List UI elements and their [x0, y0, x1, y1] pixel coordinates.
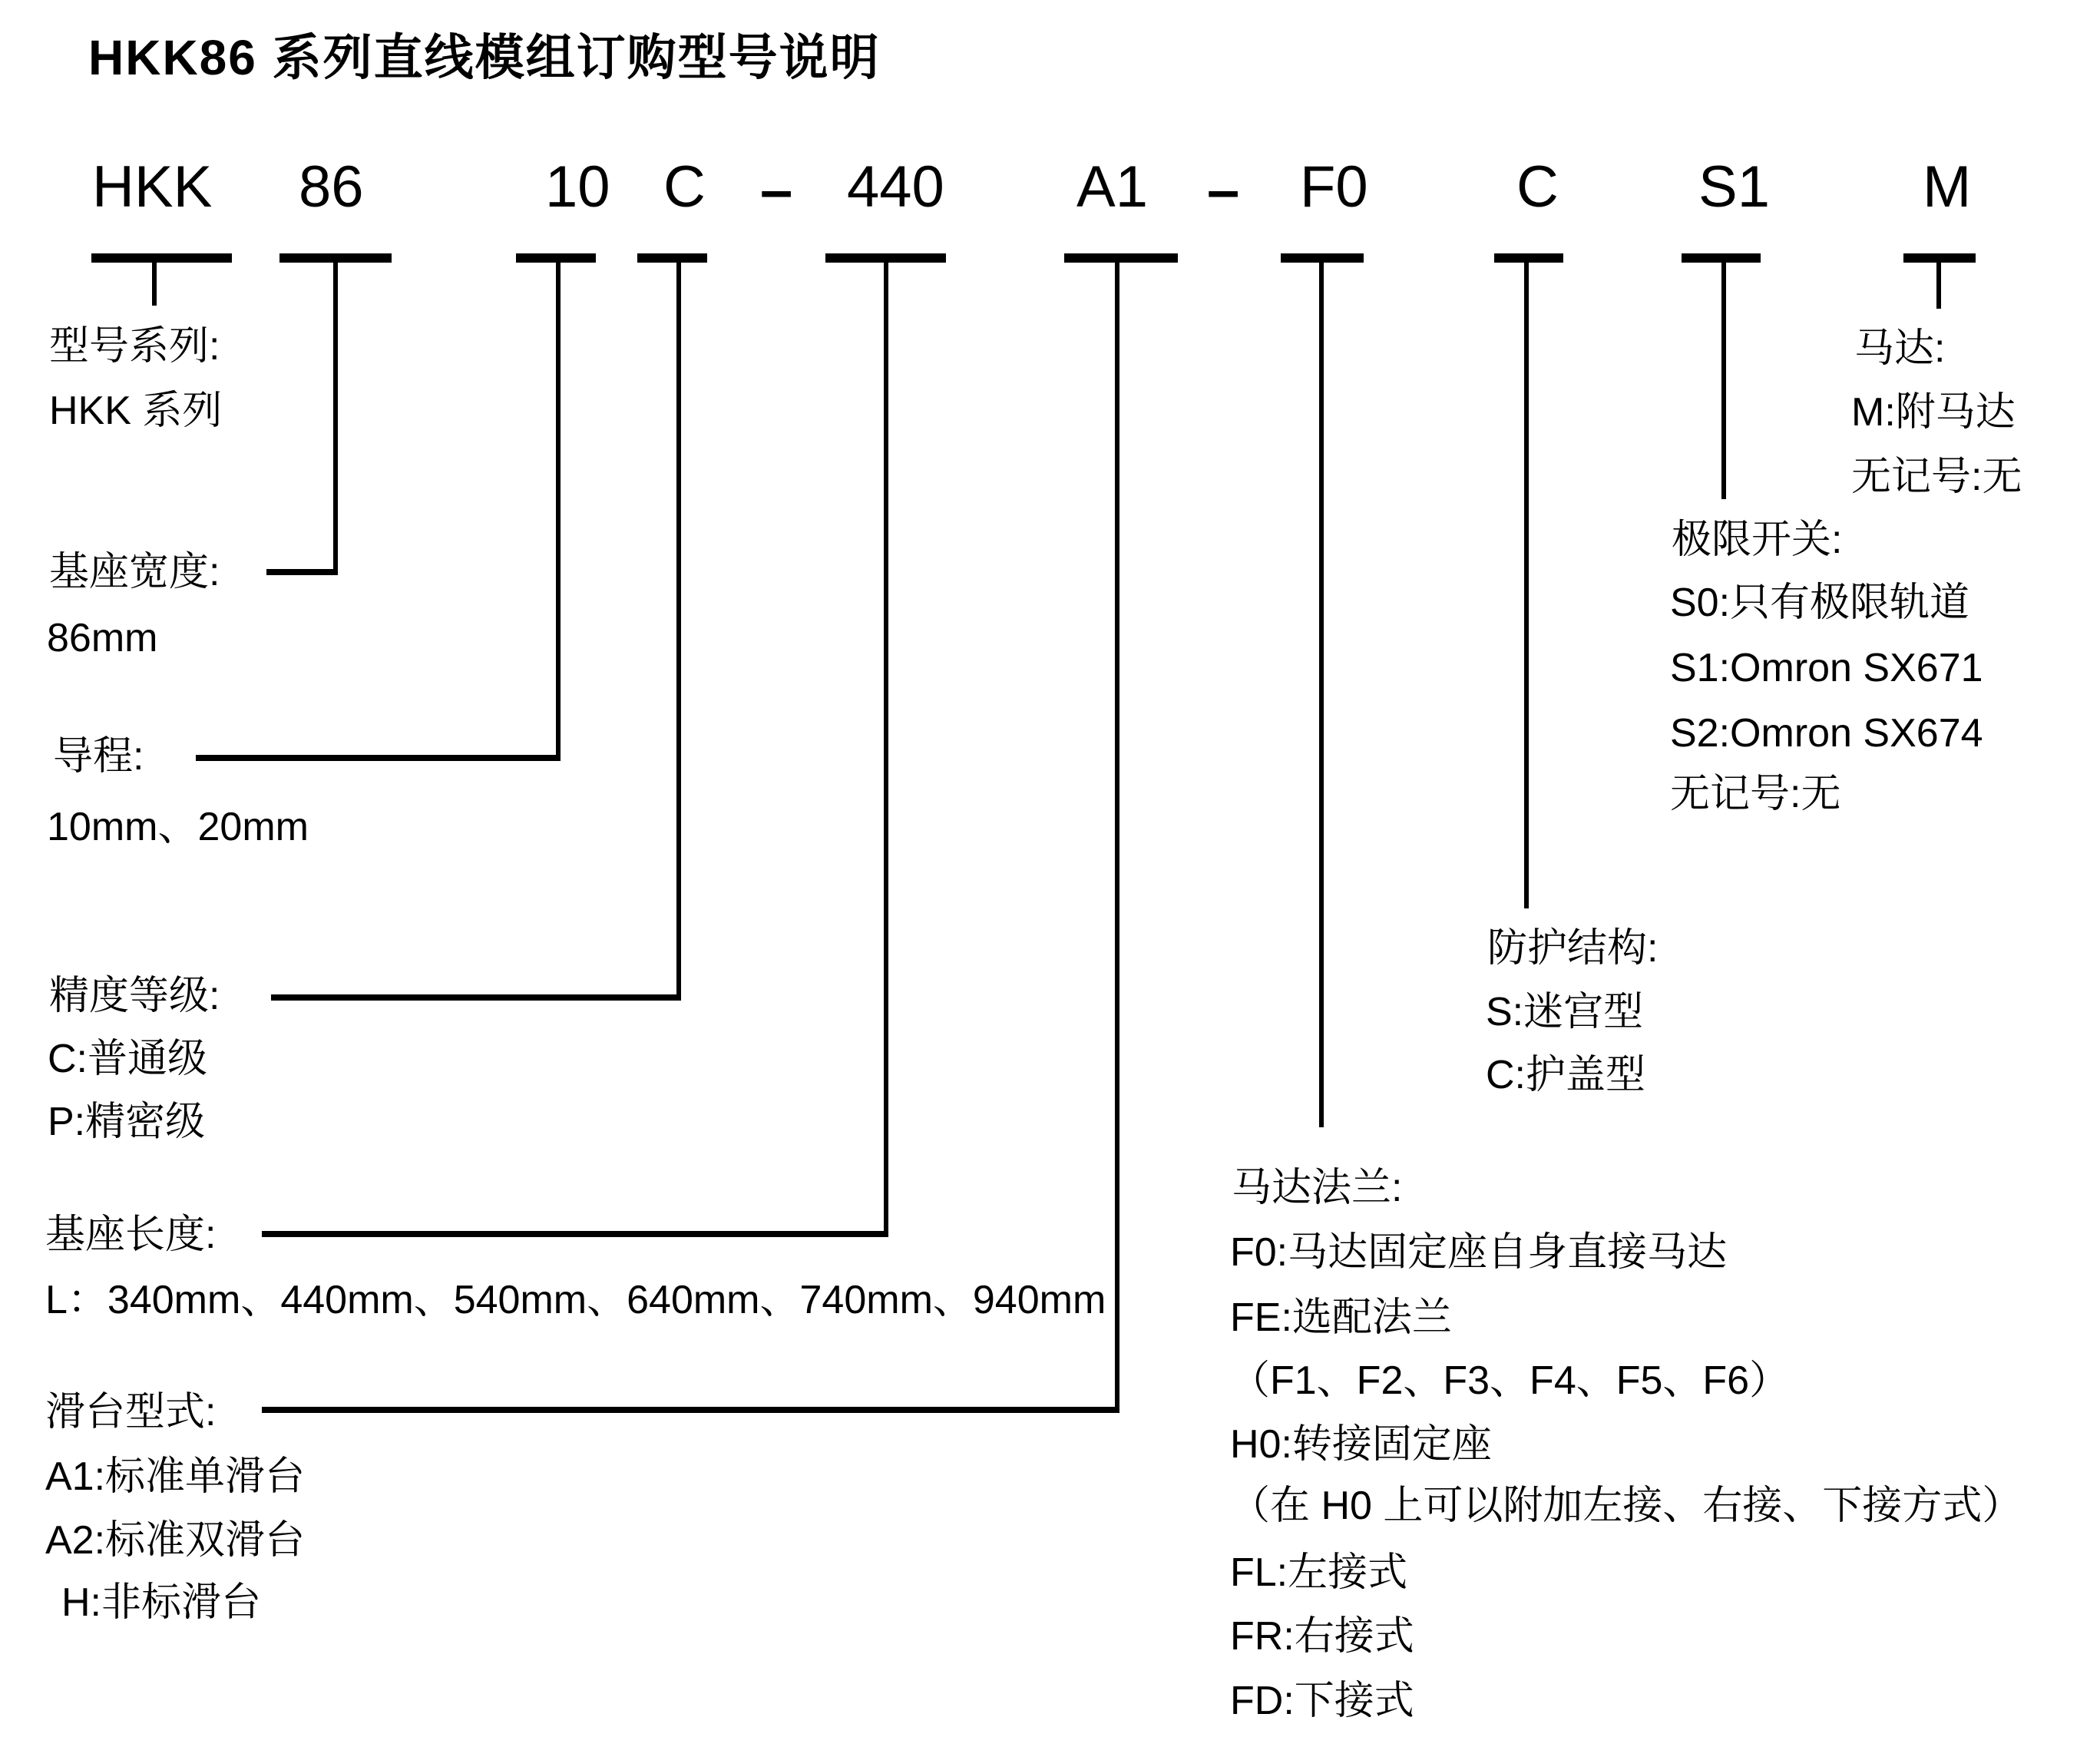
connector-accuracy — [271, 994, 681, 1001]
protection-item-c: C:护盖型 — [1486, 1053, 1646, 1097]
motor-item-m: M:附马达 — [1851, 390, 2016, 435]
code-segment-series: HKK — [92, 154, 213, 220]
leader-accuracy — [676, 263, 681, 1001]
slider-type-title: 滑台型式: — [45, 1390, 217, 1434]
page-title: HKK86 系列直线模组订购型号说明 — [88, 30, 881, 85]
connector-lead — [196, 755, 561, 761]
code-dash-1: – — [760, 157, 793, 223]
protection-item-s: S:迷宫型 — [1486, 990, 1644, 1034]
leader-width — [333, 263, 338, 575]
accuracy-item-c: C:普通级 — [48, 1037, 208, 1081]
motor-flange-item-f0: F0:马达固定座自身直接马达 — [1230, 1230, 1728, 1275]
motor-flange-item-fl: FL:左接式 — [1230, 1550, 1408, 1595]
motor-flange-item-fr: FR:右接式 — [1230, 1614, 1414, 1659]
underline-slider — [1064, 253, 1178, 263]
accuracy-item-p: P:精密级 — [48, 1100, 206, 1144]
protection-title: 防护结构: — [1487, 926, 1659, 971]
connector-slider — [262, 1407, 1119, 1413]
slider-type-item-a2: A2:标准双滑台 — [45, 1518, 306, 1563]
motor-flange-item-fd: FD:下接式 — [1230, 1679, 1414, 1723]
code-segment-flange: F0 — [1300, 154, 1368, 220]
code-dash-2: – — [1207, 157, 1240, 223]
leader-protection — [1524, 263, 1529, 908]
code-segment-protection: C — [1516, 154, 1559, 220]
lead-item: 10mm、20mm — [47, 805, 309, 849]
motor-flange-item-fe: FE:选配法兰 — [1230, 1295, 1452, 1340]
slider-type-item-h: H:非标滑台 — [61, 1580, 262, 1625]
leader-length — [884, 263, 888, 1237]
base-width-item: 86mm — [47, 616, 158, 660]
limit-switch-title: 极限开关: — [1672, 518, 1843, 562]
series-title: 型号系列: — [49, 324, 220, 369]
code-segment-lead: 10 — [545, 154, 610, 220]
underline-motor — [1903, 253, 1976, 263]
underline-lead — [516, 253, 596, 263]
base-width-title: 基座宽度: — [49, 550, 220, 594]
underline-accuracy — [637, 253, 707, 263]
leader-lead — [556, 263, 561, 761]
leader-slider — [1115, 263, 1119, 1413]
base-length-item: L：340mm、440mm、540mm、640mm、740mm、940mm — [45, 1278, 1106, 1322]
leader-series — [152, 263, 157, 306]
code-segment-switch: S1 — [1698, 154, 1770, 220]
slider-type-item-a1: A1:标准单滑台 — [45, 1454, 306, 1499]
motor-flange-item-f1-f6: （F1、F2、F3、F4、F5、F6） — [1230, 1358, 1790, 1403]
underline-switch — [1682, 253, 1761, 263]
lead-title: 导程: — [53, 734, 144, 779]
underline-protection — [1494, 253, 1563, 263]
code-segment-accuracy: C — [663, 154, 706, 220]
connector-width — [266, 569, 338, 575]
code-segment-length: 440 — [847, 154, 944, 220]
limit-switch-item-s0: S0:只有极限轨道 — [1670, 581, 1970, 625]
underline-width — [279, 253, 392, 263]
code-segment-slider: A1 — [1076, 154, 1148, 220]
underline-length — [825, 253, 946, 263]
motor-flange-item-h0: H0:转接固定座 — [1230, 1422, 1492, 1467]
leader-flange — [1319, 263, 1324, 1127]
motor-flange-item-h0-note: （在 H0 上可以附加左接、右接、下接方式） — [1230, 1484, 2022, 1528]
leader-motor — [1936, 263, 1941, 309]
underline-series — [91, 253, 232, 263]
motor-title: 马达: — [1854, 326, 1946, 371]
code-segment-motor: M — [1923, 154, 1972, 220]
series-item: HKK 系列 — [49, 389, 223, 433]
limit-switch-item-s1: S1:Omron SX671 — [1670, 646, 1983, 690]
motor-flange-title: 马达法兰: — [1232, 1166, 1403, 1210]
base-length-title: 基座长度: — [45, 1213, 217, 1257]
connector-length — [262, 1231, 888, 1237]
motor-item-none: 无记号:无 — [1851, 455, 2022, 499]
limit-switch-item-s2: S2:Omron SX674 — [1670, 711, 1983, 756]
accuracy-title: 精度等级: — [49, 974, 220, 1018]
leader-switch — [1721, 263, 1726, 499]
underline-flange — [1281, 253, 1364, 263]
code-segment-width: 86 — [299, 154, 364, 220]
limit-switch-item-none: 无记号:无 — [1670, 772, 1841, 816]
